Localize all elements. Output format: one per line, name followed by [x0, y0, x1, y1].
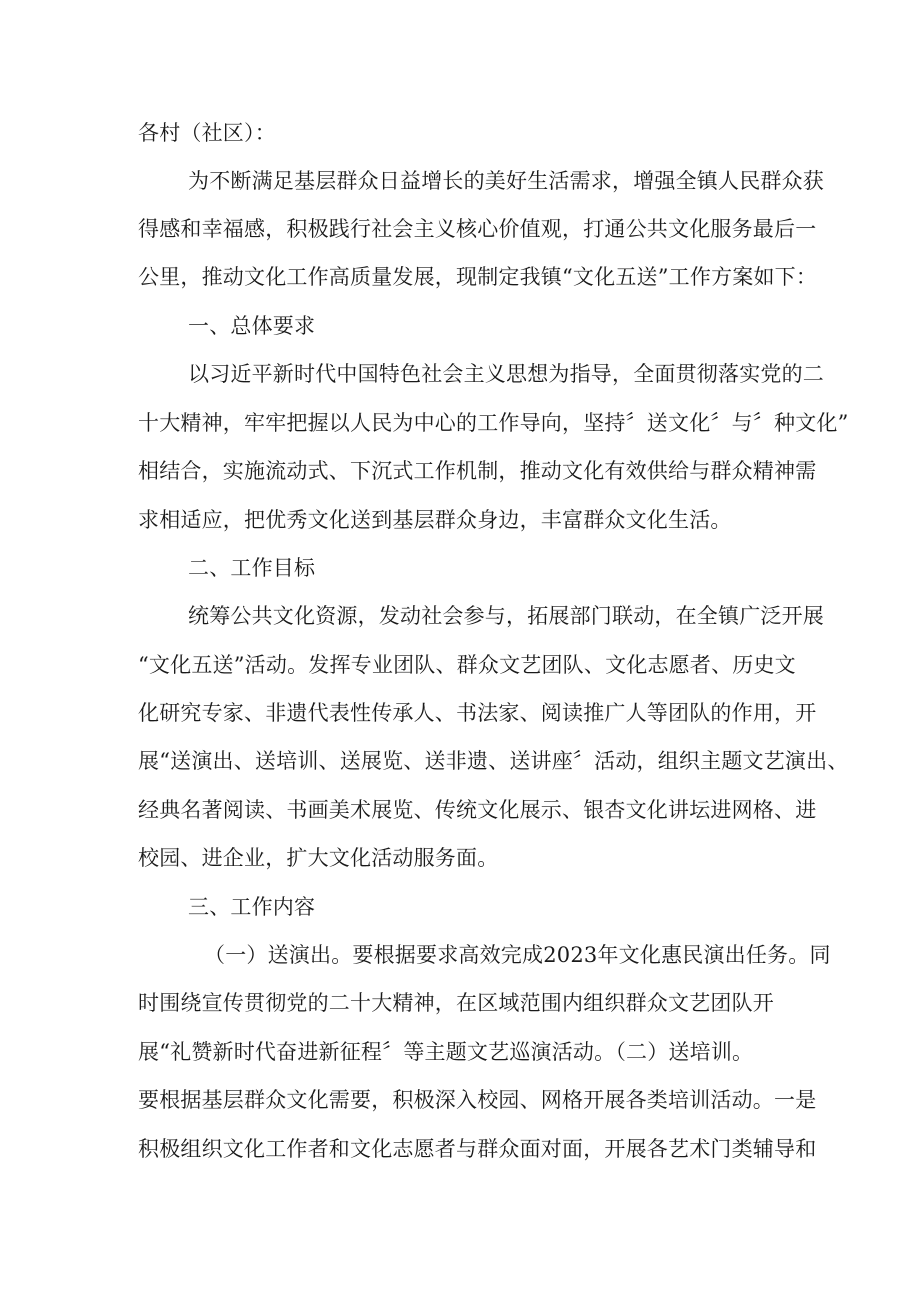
overall-line-2: 十大精神，牢牢把握以人民为中心的工作导向，坚持〞送文化〞与〞种文化” [138, 411, 849, 435]
goals-line-4: 展“送演出、送培训、送展览、送非遗、送讲座〞活动，组织主题文艺演出、 [138, 749, 849, 773]
section-heading-1: 一、总体要求 [188, 314, 316, 338]
intro-line-1: 为不断满足基层群众日益增长的美好生活需求，增强全镇人民群众获 [188, 169, 824, 193]
intro-line-3: 公里，推动文化工作高质量发展，现制定我镇“文化五送”工作方案如下： [138, 265, 818, 289]
salutation: 各村（社区）： [138, 121, 276, 145]
content-line-3: 展“礼赞新时代奋进新征程〞等主题文艺巡演活动。（二）送培训。 [138, 1040, 754, 1064]
goals-line-6: 校园、进企业，扩大文化活动服务面。 [138, 846, 499, 870]
goals-line-3: 化研究专家、非遗代表性传承人、书法家、阅读推广人等团队的作用，开 [138, 701, 817, 725]
content-line-2: 时围绕宣传贯彻党的二十大精神，在区域范围内组织群众文艺团队开 [138, 991, 774, 1015]
overall-line-1: 以习近平新时代中国特色社会主义思想为指导，全面贯彻落实党的二 [188, 362, 824, 386]
goals-line-1: 统筹公共文化资源，发动社会参与，拓展部门联动，在全镇广泛开展 [188, 604, 824, 628]
goals-line-2: “文化五送”活动。发挥专业团队、群众文艺团队、文化志愿者、历史文 [138, 653, 796, 677]
content-line-5: 积极组织文化工作者和文化志愿者与群众面对面，开展各艺术门类辅导和 [138, 1137, 817, 1161]
overall-line-3: 相结合，实施流动式、下沉式工作机制，推动文化有效供给与群众精神需 [138, 459, 817, 483]
overall-line-4: 求相适应，把优秀文化送到基层群众身边，丰富群众文化生活。 [138, 508, 732, 532]
content-line-4: 要根据基层群众文化需要，积极深入校园、网格开展各类培训活动。一是 [138, 1088, 817, 1112]
section-heading-2: 二、工作目标 [188, 556, 316, 580]
intro-line-2: 得感和幸福感，积极践行社会主义核心价值观，打通公共文化服务最后一 [138, 217, 817, 241]
goals-line-5: 经典名著阅读、书画美术展览、传统文化展示、银杏文化讲坛进网格、进 [138, 798, 817, 822]
content-line-1: （一）送演出。要根据要求高效完成2023年文化惠民演出任务。同 [204, 943, 831, 967]
section-heading-3: 三、工作内容 [188, 895, 316, 919]
